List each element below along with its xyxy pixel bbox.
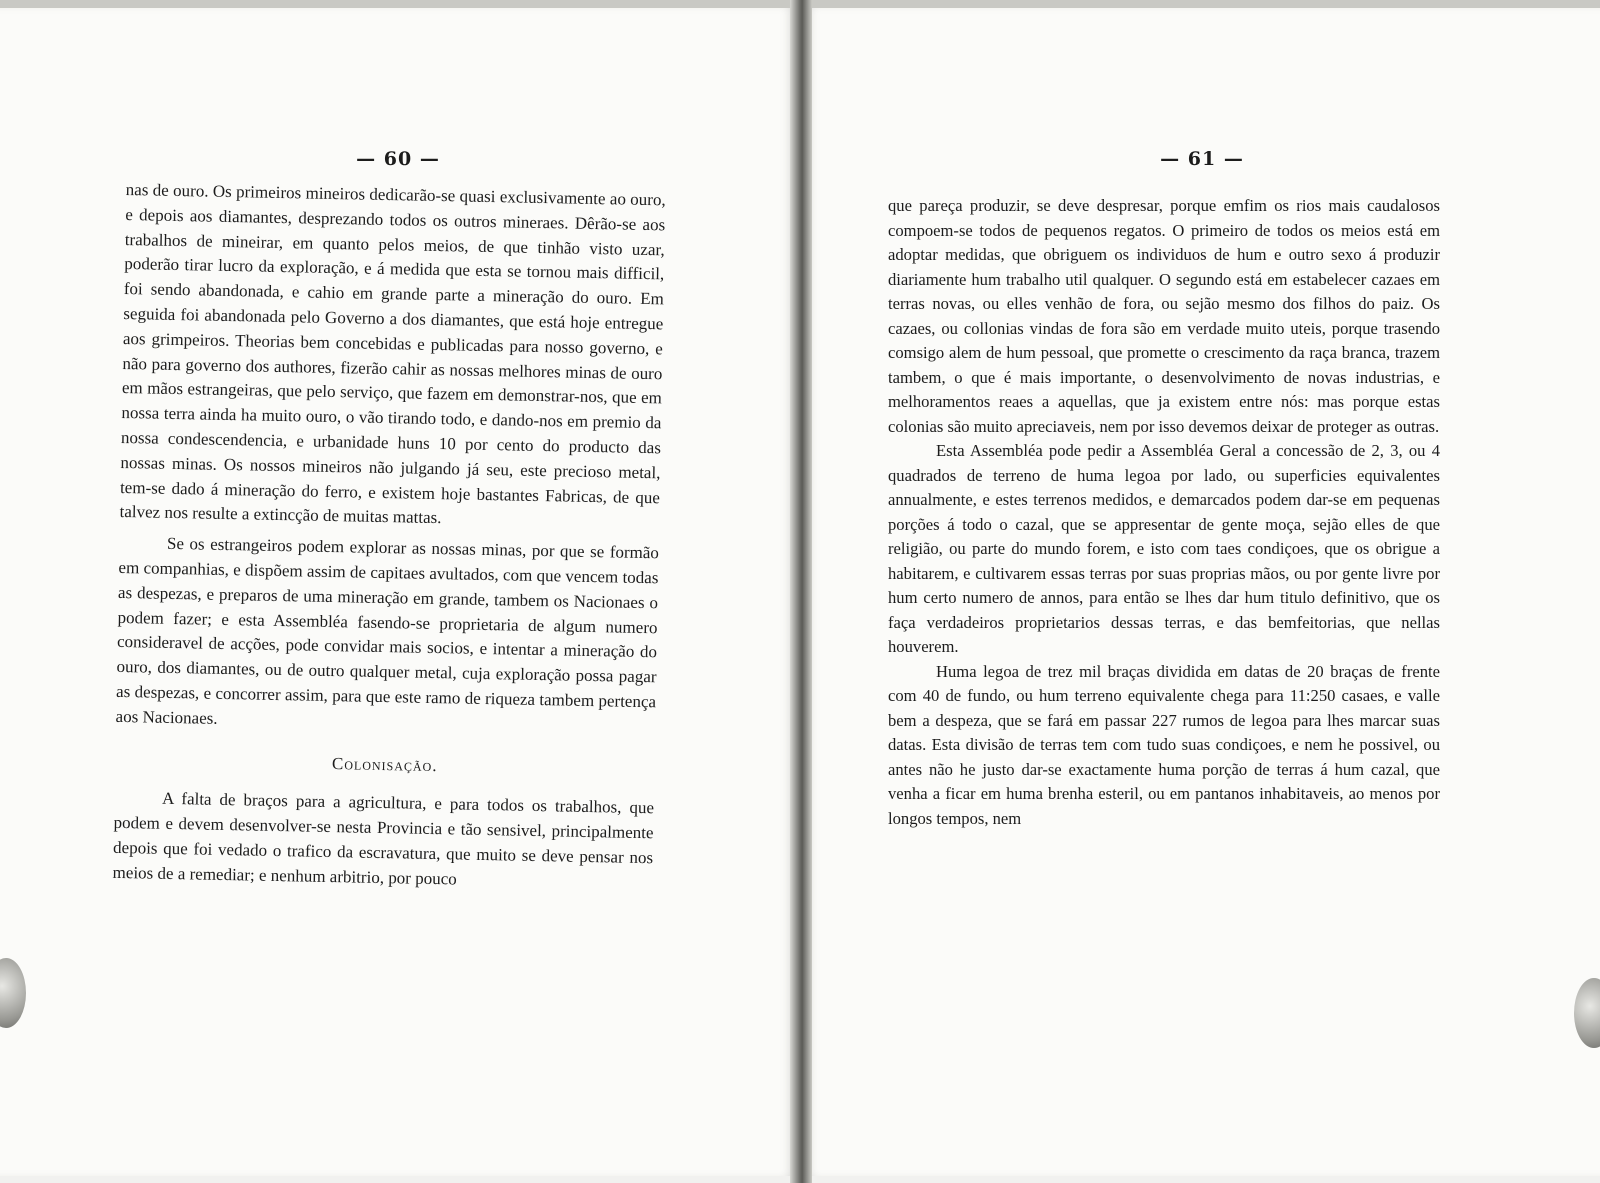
text-column bbox=[888, 194, 1440, 831]
paragraph: A falta de braços para a agricultura, e para todos os trabalhos, que podem e devem desenvolver-se nesta Provincia e tão sensivel, principalmente depois que foi vedado o trafico da escravatura, que muito se deve pensar nos meios de a remediar; e nenhum arbitrio, por pouco bbox=[112, 789, 655, 889]
right-page bbox=[804, 8, 1600, 1176]
page-clip-icon bbox=[0, 958, 26, 1028]
paragraph: Se os estrangeiros podem explorar as nossas minas, por que se formão em companhias, e dispõem assim de capitaes avultados, com que vencem todas as despezas, e preparos de uma mineração em grande, tambem os Nacionaes o podem fazer; e esta Assembléa fasendo-se proprietaria de algum numero consideravel de acções, pode convidar mais socios, e intentar a mineração do ouro, dos diamantes, ou de outro qualquer metal, cuja exploração possa pagar as despezas, e concorrer assim, para que este ramo de riqueza tambem pertença aos Nacionaes. bbox=[115, 534, 660, 728]
paragraph: Esta Assembléa pode pedir a Assembléa Geral a concessão de 2, 3, ou 4 quadrados de terreno de huma legoa por lado, ou superficies equivalentes annualmente, e estes terrenos medidos, e demarcados podem dar-se em pequenas porções á todo o cazal, que se appresentar de gente moça, sejão elles de que religião, ou parte do mundo forem, e isto com taes condiçoes, que os obrigue a habitarem, e cultivarem essas terras por suas proprias mãos, ou por gente livre por hum certo numero de annos, para então se lhes dar hum titulo definitivo, que os faça verdadeiros proprietarios dessas terras, e das bemfeitorias, que nellas houverem. bbox=[888, 441, 1440, 656]
page-number: — 61 — bbox=[1160, 148, 1244, 170]
page-clip-icon bbox=[1574, 978, 1600, 1048]
text-column bbox=[112, 178, 665, 896]
book-gutter bbox=[790, 0, 812, 1183]
paragraph: nas de ouro. Os primeiros mineiros dedicarão-se quasi exclusivamente ao ouro, e depois aos diamantes, desprezando todos os outros mineraes. Dêrão-se aos trabalhos de mineirar, em quanto pelos meios, de que tinhão visto uzar, poderão tirar lucro da exploração, e á medida que esta se tornou mais difficil, foi sendo abandonada, e cahio em grande parte a mineração do ouro. Em seguida foi abandonada pelo Governo a dos diamantes, que está hoje entregue aos grimpeiros. Theorias bem concebidas e publicadas para nosso governo, e não para governo dos authores, fizerão cahir as nossas melhores minas de ouro em mãos estrangeiras, que pelo serviço, que fazem em demonstrar-nos, que em nossa terra ainda ha muito ouro, o vão tirando todo, e dando-nos em premio da nossa condescendencia, e urbanidade huns 10 por cento do producto das nossas minas. Os nossos mineiros não julgando já seu, este precioso metal, tem-se dado á mineração do ferro, e existem hoje bastantes Fabricas, de que talvez nos resulte a extincção de muitas mattas. bbox=[119, 179, 666, 528]
left-page bbox=[0, 8, 796, 1176]
page-number: — 60 — bbox=[356, 148, 440, 170]
section-heading: Colonisação. bbox=[331, 753, 438, 775]
paragraph: que pareça produzir, se deve despresar, porque emfim os rios mais caudalosos compoem-se todos de pequenos regatos. O primeiro de todos os meios está em adoptar medidas, que obriguem os individuos de hum e outro sexo á produzir diariamente hum trabalho util qualquer. O segundo está em estabelecer cazaes em terras novas, ou elles venhão de fora, ou sejão mesmo dos filhos do paiz. Os cazaes, ou collonias vindas de fora são em verdade muito uteis, porque trasendo comsigo alem de hum pessoal, que promette o crescimento da raça branca, trazem tambem, o que é mais importante, o desenvolvimento de novas industrias, e melhoramentos reaes a aquellas, que ja existem entre nós: mas porque estas colonias são muito apreciaveis, nem por isso devemos deixar de proteger as outras. bbox=[888, 196, 1440, 436]
paragraph: Huma legoa de trez mil braças dividida em datas de 20 braças de frente com 40 de fundo, ou hum terreno equivalente chega para 11:250 casaes, e valle bem a despeza, que se fará em passar 227 rumos de legoa para lhes marcar suas datas. Esta divisão de terras tem com tudo suas condiçoes, e nem he possivel, ou antes não he justo dar-se exactamente huma porção de terras á hum cazal, que venha a ficar em huma brenha esteril, ou em pantanos inhabitaveis, ao menos por longos tempos, nem bbox=[888, 661, 1440, 828]
